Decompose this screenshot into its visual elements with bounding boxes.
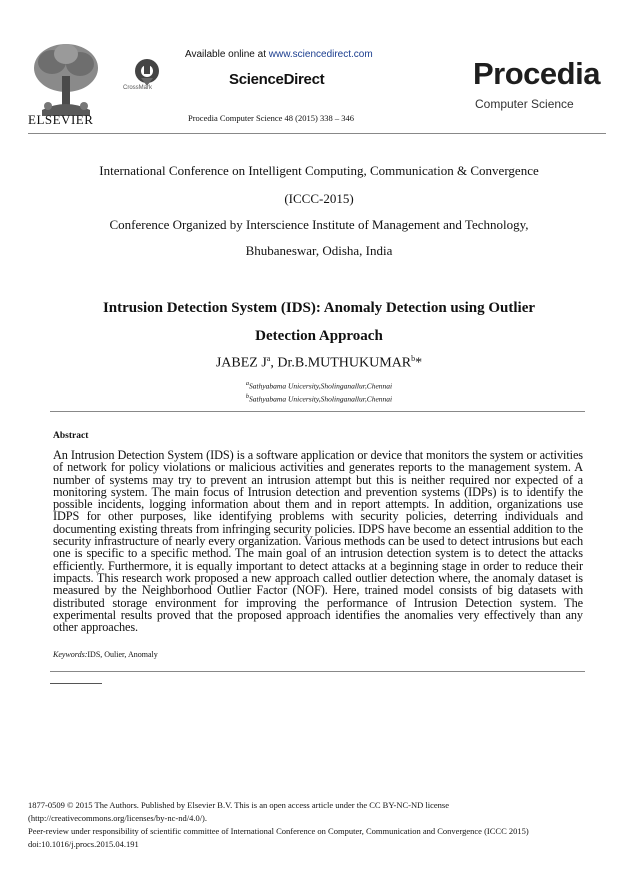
corresponding-marker: * xyxy=(415,355,423,371)
availability-line xyxy=(185,49,373,60)
affiliation-marker: b xyxy=(411,354,416,363)
author-list xyxy=(0,354,638,372)
affiliation-marker: b xyxy=(245,393,249,400)
affiliation-marker: a xyxy=(245,380,249,387)
affiliation-a xyxy=(0,380,638,391)
affiliation-text: Sathyabama Unicersity,Sholinganallur,Chennai xyxy=(249,381,393,391)
author-separator: , xyxy=(270,355,278,371)
header-divider xyxy=(28,133,606,134)
journal-reference: Procedia Computer Science 48 (2015) 338 – 346 xyxy=(188,113,354,123)
procedia-logo-title: Procedia xyxy=(473,56,600,91)
doi-line[interactable]: doi:10.1016/j.procs.2015.04.191 xyxy=(28,839,139,849)
paper-title-line2: Detection Approach xyxy=(255,328,383,344)
peer-review-line: Peer-review under responsibility of scientific committee of International Conference on Computer, Communication and Convergence (ICCC 2015) xyxy=(28,826,529,836)
procedia-logo-subtitle: Computer Science xyxy=(475,97,574,111)
keywords-label: Keywords: xyxy=(53,650,88,659)
keywords-list: IDS, Oulier, Anomaly xyxy=(87,650,158,659)
conference-location: Bhubaneswar, Odisha, India xyxy=(245,243,393,258)
abstract-heading: Abstract xyxy=(53,431,89,441)
sciencedirect-link[interactable]: www.sciencedirect.com xyxy=(268,49,373,60)
publisher-name: ELSEVIER xyxy=(28,112,94,127)
abstract-text: An Intrusion Detection System (IDS) is a software application or device that monitors the system or activities of network for policy violations or malicious activities and generates reports to the management system. A number of systems may try to prevent an intrusion attempt but this is neither required nor expected of a monitoring system. The main focus of Intrusion detection and prevention systems (IDPs) is to identify the possible incidents, logging information about them and in report attempts. In addition, organizations use IDPS for other purposes, like identifying problems with security policies, deterring individuals and documenting existing threats from infringing security policies. IDPS have become an essential addition to the security infrastructure of nearly every organization. Various methods can be used to detect intrusions but each one is specific to a specific method. The main goal of an intrusion detection system is to detect the attacks efficiently. Furthermore, it is equally important to detect attacks at a beginning stage in order to reduce their impacts. This research work proposed a new approach called outlier detection where, the anomaly dataset is measured by the Neighborhood Outlier Factor (NOF). Here, trained model consists of big datasets with distributed storage environment for improving the performance of Intrusion Detection system. The experimental results proved that the proposed approach identifies the anomalies very effectively than any other approaches. xyxy=(53,448,583,635)
affiliation-b xyxy=(0,393,638,404)
keywords xyxy=(53,650,158,659)
sciencedirect-logo: ScienceDirect xyxy=(229,71,325,88)
copyright-line: 1877-0509 © 2015 The Authors. Published by Elsevier B.V. This is an open access article under the CC BY-NC-ND license xyxy=(28,800,450,810)
conference-organizer: Conference Organized by Interscience Institute of Management and Technology, xyxy=(109,217,529,232)
availability-prefix: Available online at xyxy=(185,49,269,60)
conference-acronym: (ICCC-2015) xyxy=(284,191,354,206)
author-name: JABEZ J xyxy=(215,355,267,371)
license-link[interactable]: (http://creativecommons.org/licenses/by-nc-nd/4.0/). xyxy=(28,813,208,823)
abstract-top-divider xyxy=(50,411,585,412)
affiliation-text: Sathyabama Unicersity,Sholinganallur,Chennai xyxy=(249,394,393,404)
author-name: Dr.B.MUTHUKUMAR xyxy=(277,355,412,371)
conference-name: International Conference on Intelligent Computing, Communication & Convergence xyxy=(99,163,539,178)
paper-title-line1: Intrusion Detection System (IDS): Anomaly Detection using Outlier xyxy=(102,300,536,316)
footnote-rule xyxy=(50,683,102,684)
crossmark-label: CrossMark xyxy=(123,85,153,91)
affiliation-marker: a xyxy=(266,354,271,363)
abstract-bottom-divider xyxy=(50,671,585,672)
